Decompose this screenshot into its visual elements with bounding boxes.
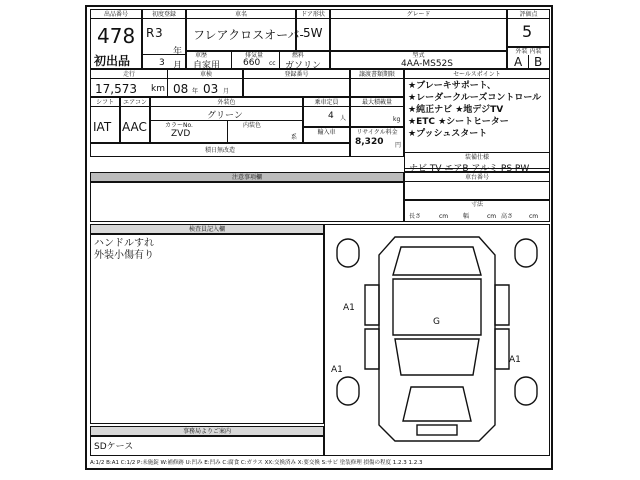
seats-label: 乗車定員: [314, 99, 339, 106]
office-area: [90, 436, 324, 456]
shift-label: シフト: [95, 99, 114, 106]
reg-year-unit: 年: [173, 47, 183, 57]
color-no-value: ZVD: [171, 129, 191, 139]
length-unit: cm: [439, 213, 449, 220]
capacity-label: 最大積載量: [361, 99, 392, 106]
office-notes: SDケース: [94, 442, 134, 452]
reg-era: R: [146, 26, 155, 40]
import-box: [303, 127, 350, 143]
wheel-rear-left: [337, 377, 359, 405]
selling-points-label: セールスポイント: [453, 71, 501, 78]
modified-box: [90, 143, 350, 157]
door-right-front: [495, 285, 509, 325]
shift-value: IAT: [93, 120, 112, 134]
ext-color-label: 外装色: [217, 99, 236, 106]
seats-value: 4: [328, 111, 334, 121]
selling-point-item: ★レーダークルーズコントロール: [408, 93, 542, 103]
rear-window: [395, 339, 479, 375]
recycle-unit: 円: [395, 142, 402, 149]
int-grade: B: [534, 55, 543, 69]
windshield: [393, 247, 481, 275]
chassis-label: 車台番号: [464, 174, 489, 181]
width-label: 幅: [463, 213, 470, 220]
fuel-label: 燃料: [292, 52, 305, 59]
seats-box: [303, 97, 350, 127]
wheel-rear-right: [515, 377, 537, 405]
lot-label: 出品番号: [103, 11, 128, 18]
size-label: 寸法: [470, 201, 483, 208]
usage-value: 自家用: [193, 61, 221, 71]
selling-point-item: ★プッシュスタート: [408, 129, 488, 139]
wheel-front-right: [515, 239, 537, 267]
inspection-year-unit: 年: [192, 88, 199, 95]
door-box: [296, 9, 330, 51]
ext-int-label: 外装 内装: [515, 48, 542, 55]
recycle-fee: 8,320: [355, 137, 384, 147]
damage-mark: G: [433, 317, 440, 327]
displacement-label: 排気量: [245, 52, 264, 59]
mileage-label: 走行: [122, 71, 135, 78]
car-name-label: 車名: [234, 11, 247, 18]
displacement-value: 660: [243, 58, 261, 68]
notes-area: [90, 182, 404, 222]
damage-mark: A1: [331, 365, 343, 375]
recycle-box: [350, 127, 404, 157]
mileage-box: [90, 69, 243, 97]
rear-bumper: [417, 425, 457, 435]
inspection-month: 03: [203, 82, 219, 96]
model-box: [330, 51, 507, 69]
recycle-label: リサイクル料金: [356, 129, 398, 136]
shift-box: [90, 97, 120, 143]
ext-grade: A: [514, 55, 523, 69]
chassis-box: [404, 172, 550, 200]
selling-point-item: ★ETC ★シートヒーター: [408, 117, 509, 127]
color-box: [150, 97, 303, 143]
damage-mark: A1: [343, 303, 355, 313]
tailgate: [403, 387, 471, 421]
int-color-label: 内装色: [243, 122, 262, 129]
inspector-notes: [94, 238, 154, 262]
length-label: 長さ: [409, 213, 422, 220]
regno-box: [243, 69, 350, 97]
reg-month: 3: [159, 58, 165, 68]
selling-points-list: [408, 80, 541, 140]
options-box: [404, 152, 550, 172]
wheel-front-left: [337, 239, 359, 267]
reg-year: 3: [155, 26, 163, 40]
score-box: [507, 9, 550, 47]
inspector-note: 外装小傷有り: [94, 250, 154, 261]
ac-value: AAC: [122, 120, 147, 134]
inspection-month-unit: 月: [223, 88, 230, 95]
options-value: ナビ TV エアB アルミ PS PW: [409, 164, 530, 174]
options-label: 装備仕様: [464, 154, 489, 161]
import-label: 輸入車: [317, 129, 336, 136]
width-unit: cm: [487, 213, 497, 220]
door-type: 5W: [303, 26, 323, 40]
first-listing-badge: 初出品: [94, 54, 131, 68]
size-box: [404, 200, 550, 222]
model-value: 4AA-MS52S: [401, 59, 453, 69]
system-label: 系: [291, 134, 298, 141]
modified-label: 積日無改造: [204, 147, 235, 154]
displacement-unit: cc: [269, 60, 276, 67]
score-label: 評価点: [519, 11, 538, 18]
color-no-label: カラーNo.: [165, 122, 193, 129]
inspection-label: 車検: [199, 71, 212, 78]
grade-box: [330, 9, 507, 51]
car-diagram: [324, 224, 550, 456]
door-left-rear: [365, 329, 379, 369]
car-name: フレアクロスオーバ-: [193, 28, 304, 42]
seats-unit: 人: [340, 115, 347, 122]
reg-month-unit: 月: [173, 61, 183, 71]
ac-label: エアコン: [123, 99, 147, 106]
ac-box: [120, 97, 150, 143]
ext-int-box: [507, 47, 550, 69]
inspector-note: ハンドルすれ: [94, 238, 154, 249]
door-right-rear: [495, 329, 509, 369]
damage-mark: A1: [509, 355, 521, 365]
inspection-year: 08: [173, 82, 189, 96]
model-label: 型式: [412, 52, 425, 59]
inspector-header: [90, 224, 324, 234]
door-left-front: [365, 285, 379, 325]
regno-label: 登録番号: [284, 71, 309, 78]
mileage-value: 17,573: [95, 82, 137, 96]
capacity-box: [350, 97, 404, 127]
lot-number: 478: [97, 24, 136, 48]
cert-label: 譲渡書類期限: [358, 71, 395, 78]
lot-box: [90, 9, 142, 69]
inspector-area: [90, 234, 324, 424]
usage-label: 車歴: [195, 52, 208, 59]
office-label: 事務局よりご案内: [182, 428, 231, 435]
capacity-unit: kg: [393, 116, 401, 123]
car-outline: [325, 225, 549, 455]
first-reg-label: 初度登録: [151, 11, 176, 18]
ext-color-value: グリーン: [207, 111, 243, 121]
first-reg-box: [142, 9, 186, 69]
mileage-unit: km: [151, 84, 165, 94]
legend-text: A:1/2 B:A1 C:1/2 P:未施錠 W:補修跡 U:凹み E:凹み C:腐食 C:ガラス XX:交換済み X:要交換 S:サビ 塗装修理 損傷の程度 1.2.3 1.2.3: [90, 460, 423, 466]
usage-box: [186, 51, 330, 69]
grade-label: グレード: [406, 11, 431, 18]
door-label: ドア形状: [301, 11, 325, 18]
notes-header: [90, 172, 404, 182]
auction-sheet: [85, 5, 553, 470]
height-label: 高さ: [501, 213, 514, 220]
office-header: [90, 426, 324, 436]
fuel-value: ガソリン: [285, 61, 322, 71]
notes-label: 注意事項欄: [231, 174, 262, 181]
height-unit: cm: [529, 213, 539, 220]
inspector-label: 検査員記入欄: [188, 226, 225, 233]
cert-box: [350, 69, 404, 97]
selling-point-item: ★純正ナビ ★地デジTV: [408, 105, 504, 115]
score-value: 5: [522, 22, 533, 41]
car-name-box: [186, 9, 304, 51]
selling-point-item: ★ブレーキサポート、: [408, 81, 496, 91]
